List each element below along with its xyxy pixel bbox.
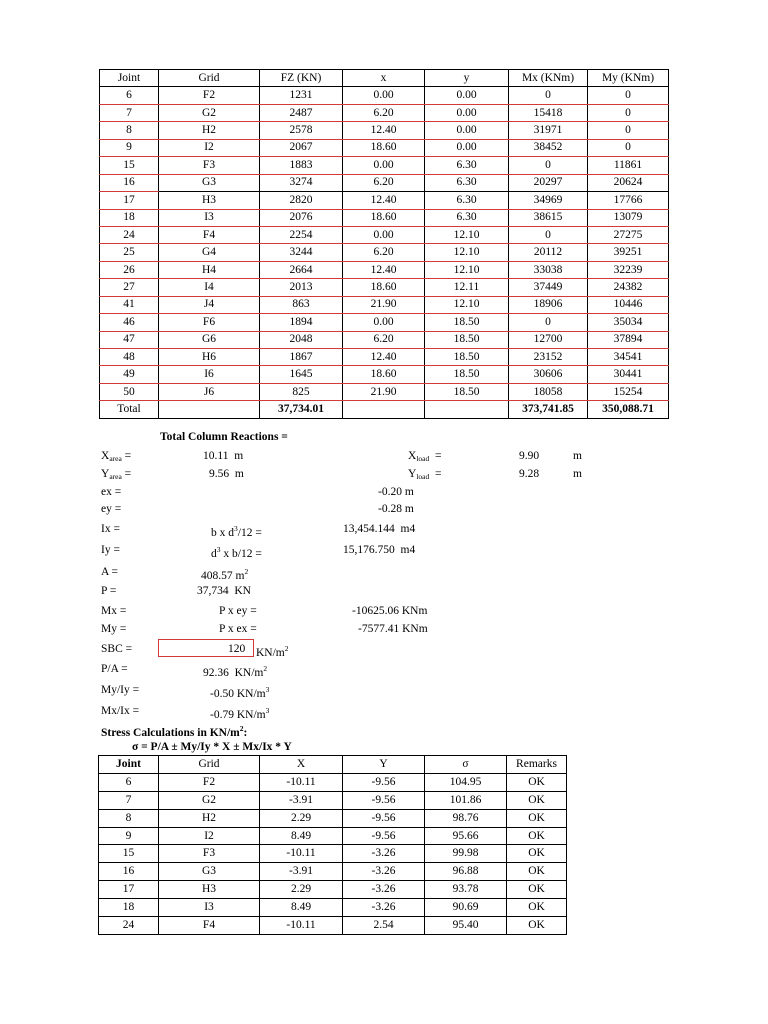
reactions-cell: 2487 [260,104,343,121]
reactions-cell: H4 [159,261,260,278]
reactions-total-cell [159,401,260,418]
stress-cell: -10.11 [260,845,343,863]
stress-cell: 2.54 [343,917,425,935]
reactions-total-cell: 37,734.01 [260,401,343,418]
reactions-cell: 12.10 [425,226,509,243]
reactions-cell: 1883 [260,157,343,174]
reactions-cell: 0 [588,87,669,104]
reactions-header-cell: FZ (KN) [260,70,343,87]
reactions-cell: 21.90 [343,296,425,313]
reactions-cell: 6 [100,87,159,104]
stress-cell: 101.86 [425,791,507,809]
reactions-cell: 30441 [588,366,669,383]
reactions-cell: 0.00 [343,157,425,174]
reactions-cell: 33038 [509,261,588,278]
stress-cell: -9.56 [343,827,425,845]
reactions-cell: 18.60 [343,279,425,296]
reactions-cell: I6 [159,366,260,383]
reactions-cell: 35034 [588,314,669,331]
reactions-cell: 18 [100,209,159,226]
reactions-cell: 15 [100,157,159,174]
reactions-cell: 10446 [588,296,669,313]
mxix-value: -0.79 $KN/m^3$ [210,706,270,721]
stress-cell: OK [507,881,567,899]
reactions-row [100,122,669,139]
reactions-total-cell: 373,741.85 [509,401,588,418]
reactions-cell: 0 [509,314,588,331]
stress-cell: 95.40 [425,917,507,935]
reactions-cell: 38615 [509,209,588,226]
reactions-cell: 41 [100,296,159,313]
reactions-cell: 37449 [509,279,588,296]
reactions-total-row [100,401,669,418]
reactions-cell: 863 [260,296,343,313]
reactions-cell: 1231 [260,87,343,104]
reactions-cell: 0 [509,226,588,243]
reactions-cell: G6 [159,331,260,348]
reactions-cell: 47 [100,331,159,348]
stress-cell: -10.11 [260,773,343,791]
xarea-label: $X_{area}$ = [101,450,132,463]
reactions-cell: 9 [100,139,159,156]
iy-label: Iy = [101,544,120,556]
reactions-cell: 16 [100,174,159,191]
reactions-cell: 0.00 [425,87,509,104]
stress-row [99,773,567,791]
reactions-cell: I2 [159,139,260,156]
reactions-cell: G4 [159,244,260,261]
reactions-row [100,174,669,191]
stress-header-cell: Joint [99,756,159,774]
reactions-cell: 2076 [260,209,343,226]
reactions-row [100,383,669,400]
reactions-cell: G2 [159,104,260,121]
sbc-label: SBC = [101,643,133,655]
reactions-row [100,331,669,348]
reactions-row [100,366,669,383]
reactions-cell: F3 [159,157,260,174]
column-reactions-table [99,69,669,419]
reactions-cell: 12.40 [343,349,425,366]
reactions-cell: 18.50 [425,383,509,400]
reactions-row [100,349,669,366]
stress-row [99,827,567,845]
stress-cell: 2.29 [260,881,343,899]
stress-cell: I3 [159,899,260,917]
reactions-cell: 0 [588,122,669,139]
ey-value: -0.28 m [378,503,414,515]
reactions-cell: 26 [100,261,159,278]
reactions-row [100,209,669,226]
stress-row [99,863,567,881]
reactions-cell: 0.00 [425,104,509,121]
reactions-cell: 12.10 [425,296,509,313]
reactions-cell: 12.10 [425,261,509,278]
reactions-cell: 18.60 [343,209,425,226]
stress-cell: H3 [159,881,260,899]
reactions-cell: 17766 [588,192,669,209]
reactions-cell: 34969 [509,192,588,209]
xload-value: 9.90 [519,450,540,462]
reactions-cell: I4 [159,279,260,296]
reactions-cell: 6.30 [425,192,509,209]
stress-cell: -3.26 [343,881,425,899]
reactions-cell: 21.90 [343,383,425,400]
reactions-row [100,192,669,209]
my-formula: P x ex = [219,623,257,635]
stress-cell: -9.56 [343,809,425,827]
reactions-cell: 18.60 [343,366,425,383]
reactions-cell: 20624 [588,174,669,191]
reactions-cell: 2254 [260,226,343,243]
reactions-cell: 13079 [588,209,669,226]
reactions-cell: 6.30 [425,157,509,174]
stress-cell: OK [507,917,567,935]
reactions-cell: 12700 [509,331,588,348]
reactions-cell: 0.00 [425,139,509,156]
reactions-cell: H3 [159,192,260,209]
stress-cell: F2 [159,773,260,791]
reactions-cell: H6 [159,349,260,366]
reactions-cell: 6.20 [343,331,425,348]
stress-cell: 2.29 [260,809,343,827]
reactions-cell: 3244 [260,244,343,261]
reactions-cell: 18.50 [425,349,509,366]
reactions-cell: 18.60 [343,139,425,156]
reactions-total-cell: Total [100,401,159,418]
stress-row [99,881,567,899]
iy-formula: $d^3$ x b/12 = [211,545,262,560]
reactions-cell: 2578 [260,122,343,139]
reactions-cell: F4 [159,226,260,243]
ex-value: -0.20 m [378,486,414,498]
reactions-cell: 0 [509,157,588,174]
reactions-row [100,244,669,261]
reactions-cell: 6.20 [343,104,425,121]
reactions-cell: 12.11 [425,279,509,296]
ey-label: ey = [101,503,122,515]
reactions-cell: 15418 [509,104,588,121]
stress-row [99,809,567,827]
reactions-header-row [100,70,669,87]
reactions-cell: 1867 [260,349,343,366]
xload-unit: m [573,450,582,462]
reactions-cell: I3 [159,209,260,226]
reactions-cell: 12.40 [343,261,425,278]
reactions-total-cell: 350,088.71 [588,401,669,418]
reactions-cell: 20297 [509,174,588,191]
reactions-header-cell: Grid [159,70,260,87]
stress-cell: 96.88 [425,863,507,881]
stress-cell: -9.56 [343,773,425,791]
reactions-row [100,87,669,104]
total-reactions-title: Total Column Reactions = [160,431,288,443]
reactions-cell: 12.40 [343,122,425,139]
stress-cell: 17 [99,881,159,899]
reactions-header-cell: My (KNm) [588,70,669,87]
reactions-header-cell: Mx (KNm) [509,70,588,87]
mxix-label: Mx/Ix = [101,705,140,717]
reactions-cell: 17 [100,192,159,209]
pa-value: 92.36 $KN/m^2$ [203,664,268,679]
reactions-cell: 18.50 [425,366,509,383]
reactions-cell: J6 [159,383,260,400]
reactions-row [100,104,669,121]
stress-cell: G2 [159,791,260,809]
stress-cell: OK [507,899,567,917]
reactions-cell: 12.40 [343,192,425,209]
reactions-cell: H2 [159,122,260,139]
reactions-cell: 6.30 [425,174,509,191]
reactions-cell: 6.20 [343,244,425,261]
stress-cell: 8.49 [260,827,343,845]
stress-cell: I2 [159,827,260,845]
yarea-label: $Y_{area}$ = [101,468,132,481]
stress-cell: OK [507,863,567,881]
reactions-row [100,261,669,278]
a-label: A = [101,566,119,578]
reactions-cell: 15254 [588,383,669,400]
stress-cell: OK [507,809,567,827]
reactions-cell: 38452 [509,139,588,156]
stress-cell: 8 [99,809,159,827]
reactions-cell: 6.30 [425,209,509,226]
reactions-cell: 18.50 [425,314,509,331]
p-value: 37,734 KN [197,585,251,597]
reactions-cell: 2067 [260,139,343,156]
reactions-cell: 0 [509,87,588,104]
reactions-cell: 37894 [588,331,669,348]
stress-table [98,755,567,935]
reactions-cell: F6 [159,314,260,331]
stress-cell: F4 [159,917,260,935]
stress-cell: F3 [159,845,260,863]
stress-cell: OK [507,791,567,809]
sbc-value[interactable]: 120 [228,643,246,655]
stress-header-cell: Remarks [507,756,567,774]
reactions-cell: 30606 [509,366,588,383]
reactions-cell: 0.00 [425,122,509,139]
reactions-total-cell [343,401,425,418]
ex-label: ex = [101,486,122,498]
stress-cell: -3.26 [343,863,425,881]
yload-value: 9.28 [519,468,540,480]
pa-label: P/A = [101,663,128,675]
reactions-header-cell: x [343,70,425,87]
stress-cell: OK [507,773,567,791]
reactions-cell: 7 [100,104,159,121]
reactions-cell: 39251 [588,244,669,261]
reactions-header-cell: y [425,70,509,87]
reactions-cell: 1894 [260,314,343,331]
ix-value: 13,454.144 m4 [343,523,416,535]
stress-cell: 15 [99,845,159,863]
yload-unit: m [573,468,582,480]
reactions-cell: 27275 [588,226,669,243]
stress-cell: -3.26 [343,845,425,863]
stress-cell: 24 [99,917,159,935]
reactions-row [100,279,669,296]
stress-cell: G3 [159,863,260,881]
stress-row [99,845,567,863]
stress-cell: 104.95 [425,773,507,791]
reactions-cell: 8 [100,122,159,139]
my-value: -7577.41 KNm [358,623,428,635]
reactions-cell: 0 [588,139,669,156]
ix-label: Ix = [101,523,120,535]
stress-cell: OK [507,827,567,845]
stress-header-row [99,756,567,774]
stress-cell: 9 [99,827,159,845]
stress-cell: -3.26 [343,899,425,917]
reactions-cell: 825 [260,383,343,400]
stress-row [99,899,567,917]
myiy-label: My/Iy = [101,684,140,696]
reactions-cell: 18.50 [425,331,509,348]
reactions-cell: 12.10 [425,244,509,261]
stress-row [99,917,567,935]
reactions-header-cell: Joint [100,70,159,87]
yload-label: $Y_{load}$ = [408,468,442,481]
reactions-cell: 2820 [260,192,343,209]
reactions-cell: 11861 [588,157,669,174]
stress-cell: 7 [99,791,159,809]
my-label: My = [101,623,127,635]
ix-formula: b x $d^3/12$ = [211,524,262,539]
stress-cell: OK [507,845,567,863]
myiy-value: -0.50 $KN/m^3$ [210,685,270,700]
stress-cell: 6 [99,773,159,791]
a-value: 408.57 $m^2$ [201,567,249,582]
reactions-cell: 24 [100,226,159,243]
stress-cell: -10.11 [260,917,343,935]
reactions-row [100,157,669,174]
reactions-cell: 23152 [509,349,588,366]
stress-cell: 98.76 [425,809,507,827]
reactions-row [100,296,669,313]
reactions-cell: 49 [100,366,159,383]
reactions-cell: 46 [100,314,159,331]
yarea-value: 9.56 m [209,468,244,480]
reactions-cell: J4 [159,296,260,313]
reactions-cell: 31971 [509,122,588,139]
iy-value: 15,176.750 m4 [343,544,416,556]
stress-formula: σ = P/A ± My/Iy * X ± Mx/Ix * Y [132,741,292,753]
stress-cell: 95.66 [425,827,507,845]
stress-cell: 8.49 [260,899,343,917]
reactions-cell: 18906 [509,296,588,313]
stress-cell: -3.91 [260,863,343,881]
reactions-cell: 2664 [260,261,343,278]
stress-cell: 16 [99,863,159,881]
stress-cell: H2 [159,809,260,827]
stress-header-cell: Grid [159,756,260,774]
reactions-row [100,226,669,243]
reactions-cell: F2 [159,87,260,104]
reactions-cell: 50 [100,383,159,400]
stress-header-cell: σ [425,756,507,774]
reactions-cell: 0.00 [343,87,425,104]
xarea-value: 10.11 m [203,450,244,462]
sbc-unit: $KN/m^2$ [256,644,289,659]
stress-header-cell: Y [343,756,425,774]
stress-cell: -3.91 [260,791,343,809]
reactions-cell: G3 [159,174,260,191]
reactions-cell: 32239 [588,261,669,278]
reactions-cell: 20112 [509,244,588,261]
reactions-row [100,314,669,331]
reactions-cell: 2048 [260,331,343,348]
reactions-cell: 0 [588,104,669,121]
stress-cell: 18 [99,899,159,917]
reactions-cell: 25 [100,244,159,261]
reactions-cell: 1645 [260,366,343,383]
stress-row [99,791,567,809]
mx-label: Mx = [101,605,127,617]
reactions-cell: 48 [100,349,159,366]
stress-cell: 99.98 [425,845,507,863]
xload-label: $X_{load}$ = [408,450,442,463]
stress-cell: 93.78 [425,881,507,899]
p-label: P = [101,585,117,597]
reactions-cell: 27 [100,279,159,296]
stress-title: Stress Calculations in $KN/m^2$: [101,724,248,739]
reactions-total-cell [425,401,509,418]
mx-value: -10625.06 KNm [352,605,428,617]
reactions-cell: 0.00 [343,226,425,243]
reactions-cell: 18058 [509,383,588,400]
reactions-cell: 6.20 [343,174,425,191]
stress-cell: 90.69 [425,899,507,917]
reactions-cell: 0.00 [343,314,425,331]
reactions-cell: 34541 [588,349,669,366]
stress-cell: -9.56 [343,791,425,809]
reactions-row [100,139,669,156]
reactions-cell: 24382 [588,279,669,296]
stress-header-cell: X [260,756,343,774]
reactions-cell: 3274 [260,174,343,191]
mx-formula: P x ey = [219,605,257,617]
reactions-cell: 2013 [260,279,343,296]
